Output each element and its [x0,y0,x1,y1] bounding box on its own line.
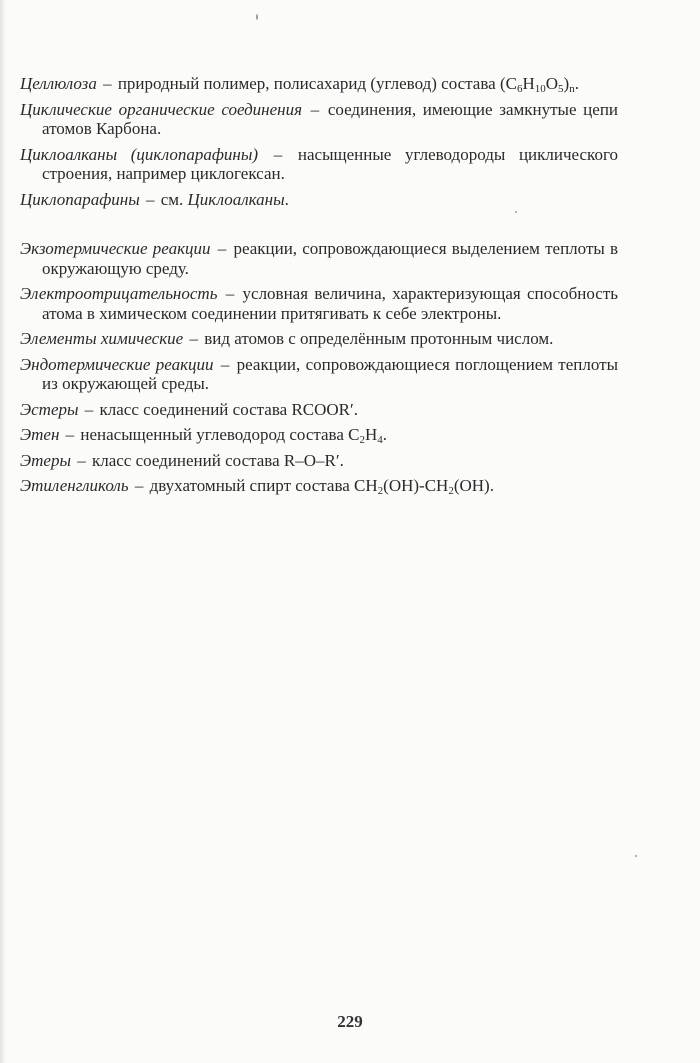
glossary-section-ts [20,74,618,209]
definition: класс соединений состава RCOOR′. [99,399,358,419]
dash-separator: – [310,99,320,119]
term: Циклопарафины [20,189,140,209]
term: Этеры [20,450,71,470]
page-edge-shadow [0,0,6,1063]
definition: реакции, сопровождающиеся выделением теплоты в окружающую среду. [42,239,619,278]
dash-separator: – [84,399,94,419]
dash-separator: – [225,284,235,303]
term: Целлюлоза [20,74,97,93]
definition: вид атомов с определённым протонным числом. [204,329,554,348]
cross-reference: Циклоалканы [187,189,285,209]
dash-separator: – [145,189,155,209]
definition: реакции, сопровождающиеся поглощением теплоты из окружающей среды. [42,354,618,393]
glossary-content [20,74,618,502]
definition: класс соединений состава R–O–R′. [91,450,344,470]
dash-separator: – [220,354,230,374]
glossary-section-e [20,239,618,496]
glossary-entry-electronegativity [20,284,618,323]
term: Эндотермические реакции [20,354,214,374]
term: Этиленгликоль [20,476,129,495]
dash-separator: – [217,239,227,258]
glossary-entry-ethylene-glycol [20,476,618,496]
term: Циклоалканы (циклопарафины) [20,144,259,164]
definition: природный полимер, полисахарид (углевод) состава $(C_6H_{10}O_5)_n$. [117,74,579,95]
term: Эстеры [20,399,79,419]
term: Элементы химические [20,329,184,348]
definition: двухатомный спирт состава $CH_2(OH)-CH_2(OH)$. [149,476,494,497]
glossary-entry-cycloalkanes [20,145,618,184]
glossary-entry-exothermic-reactions [20,239,618,278]
term: Циклические органические соединения [20,99,302,119]
definition: условная величина, характеризующая способность атома в химическом соединении притягивать к себе электроны. [42,284,619,323]
definition: насыщенные углеводороды циклического строения, например циклогексан. [42,144,618,183]
term: Электроотрицательность [20,284,218,303]
glossary-entry-ethers [20,451,618,471]
glossary-entry-chemical-elements [20,329,618,349]
glossary-entry-esters [20,400,618,420]
definition: соединения, имеющие замкнутые цепи атомов Карбона. [42,99,619,138]
dash-separator: – [273,144,283,164]
definition: см. Циклоалканы. [160,189,289,209]
dash-separator: – [134,476,144,495]
page-number: 229 [337,1012,363,1031]
glossary-entry-endothermic-reactions [20,355,618,394]
dash-separator: – [189,329,198,348]
scan-speck [256,14,258,20]
dash-separator: – [103,74,112,93]
dash-separator: – [65,425,75,444]
glossary-entry-cycloparaffins [20,190,618,210]
term: Экзотермические реакции [20,239,211,258]
definition: ненасыщенный углеводород состава $C_2H_4$. [80,425,388,446]
scan-speck [635,855,637,857]
glossary-entry-cellulose [20,74,618,94]
term: Этен [20,425,60,444]
glossary-entry-ethene [20,425,618,445]
dash-separator: – [77,450,86,470]
glossary-entry-cyclic-organic-compounds [20,100,618,139]
